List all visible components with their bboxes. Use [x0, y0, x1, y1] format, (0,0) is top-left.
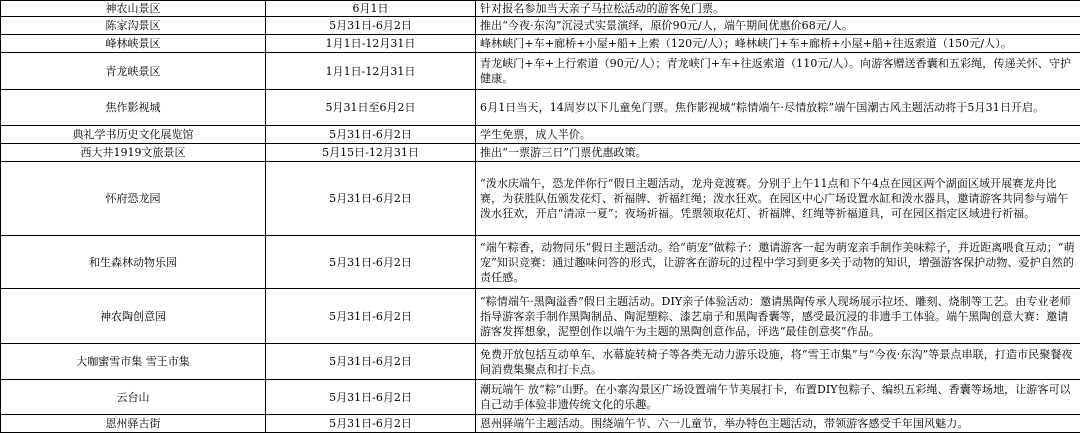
date-range: 5月31日-6月2日	[266, 380, 476, 415]
date-range: 5月31日-6月2日	[266, 415, 476, 433]
date-range: 5月31日-6月2日	[266, 17, 476, 35]
table-row	[1, 344, 1080, 380]
offer-description: “端午粽香，动物同乐”假日主题活动。给“萌宠”做粽子：邀请游客一起为萌宠亲手制作美味粽子，并近距离喂食互动；“萌宠”知识竞赛：通过趣味问答的形式，让游客在游玩的过程中学习到更多关于动物的知识，增强游客保护动物、爱护自然的责任感。	[476, 236, 1080, 289]
offer-description: 针对报名参加当天亲子马拉松活动的游客免门票。	[476, 1, 1080, 17]
table-row	[1, 53, 1080, 90]
scenic-name: 恩州驿古街	[1, 415, 266, 433]
offer-description: 潮玩端午 放“粽”山野。在小寨沟景区广场设置端午节美展打卡，布置DIY包粽子、编织五彩绳、香囊等场地，让游客可以自己动手体验非遗传统文化的乐趣。	[476, 380, 1080, 415]
scenic-name: 青龙峡景区	[1, 53, 266, 90]
table-row	[1, 35, 1080, 53]
scenic-name: 神农山景区	[1, 1, 266, 17]
table-row	[1, 144, 1080, 162]
scenic-name: 陈家沟景区	[1, 17, 266, 35]
date-range: 5月31日-6月2日	[266, 162, 476, 236]
offer-description: 6月1日当天，14周岁以下儿童免门票。焦作影视城“粽情端午·尽情放粽”端午国潮古风主题活动将于5月31日开启。	[476, 90, 1080, 126]
table-row	[1, 126, 1080, 144]
scenic-name: 云台山	[1, 380, 266, 415]
date-range: 5月31日至6月2日	[266, 90, 476, 126]
offer-description: 青龙峡门+车+上行索道（90元/人）；青龙峡门+车+往返索道（110元/人）。向游客赠送香囊和五彩绳，传递关怀、守护健康。	[476, 53, 1080, 90]
scenic-name: 峰林峡景区	[1, 35, 266, 53]
table-row	[1, 380, 1080, 415]
table-row	[1, 415, 1080, 433]
offer-description: “粽情端午·黑陶溢香”假日主题活动。DIY亲子体验活动：邀请黑陶传承人现场展示拉坯、雕刻、烧制等工艺。由专业老师指导游客亲手制作黑陶制品、陶泥塑粽、漆艺扇子和黑陶香囊等，感受最沉浸的非遗手工体验。端午黑陶创意大赛：邀请游客发挥想象，泥塑创作以端午为主题的黑陶创意作品，评选“最佳创意奖”作品。	[476, 289, 1080, 344]
table-body	[1, 1, 1080, 433]
offer-description: 恩州驿端午主题活动。围绕端午节、六一儿童节，举办特色主题活动，带领游客感受千年国风魅力。	[476, 415, 1080, 433]
date-range: 6月1日	[266, 1, 476, 17]
date-range: 5月31日-6月2日	[266, 126, 476, 144]
offer-description: “泼水庆端午，恐龙伴你行”假日主题活动，龙舟竞渡赛。分别于上午11点和下午4点在园区两个湖面区域开展赛龙舟比赛，为获胜队伍颁发花灯、祈福牌、祈福红绳；泼水狂欢。在园区中心广场设置水缸和泼水器具，邀请游客共同参与端午泼水狂欢，开启“清凉一夏”；夜场祈福。凭票领取花灯、祈福牌、红绳等祈福道具，可在园区指定区域进行祈福。	[476, 162, 1080, 236]
table-row	[1, 162, 1080, 236]
offer-description: 推出“一票游三日”门票优惠政策。	[476, 144, 1080, 162]
offer-description: 峰林峡门+车+廊桥+小屋+船+上索（120元/人）；峰林峡门+车+廊桥+小屋+船+往返索道（150元/人）。	[476, 35, 1080, 53]
date-range: 5月31日-6月2日	[266, 344, 476, 380]
table-row	[1, 1, 1080, 17]
table-row	[1, 17, 1080, 35]
scenic-name: 和生森林动物乐园	[1, 236, 266, 289]
offer-description: 推出“今夜·东沟”沉浸式实景演绎，原价90元/人，端午期间优惠价68元/人。	[476, 17, 1080, 35]
offer-description: 学生免票，成人半价。	[476, 126, 1080, 144]
scenic-name: 神农陶创意园	[1, 289, 266, 344]
offer-description: 免费开放包括互动单车、水幕旋转椅子等各类无动力游乐设施，将“雪王市集”与“今夜·东沟”等景点串联，打造市民聚餐夜间消费集聚点和打卡点。	[476, 344, 1080, 380]
table-row	[1, 289, 1080, 344]
table-row	[1, 90, 1080, 126]
scenic-name: 怀府恐龙园	[1, 162, 266, 236]
scenic-name: 大咖蜜雪市集 雪王市集	[1, 344, 266, 380]
date-range: 5月31日-6月2日	[266, 289, 476, 344]
date-range: 1月1日-12月31日	[266, 35, 476, 53]
table-row	[1, 236, 1080, 289]
date-range: 1月1日-12月31日	[266, 53, 476, 90]
scenic-name: 典礼学书历史文化展览馆	[1, 126, 266, 144]
date-range: 5月31日-6月2日	[266, 236, 476, 289]
date-range: 5月15日-12月31日	[266, 144, 476, 162]
scenic-name: 焦作影视城	[1, 90, 266, 126]
scenic-name: 西大井1919文旅景区	[1, 144, 266, 162]
